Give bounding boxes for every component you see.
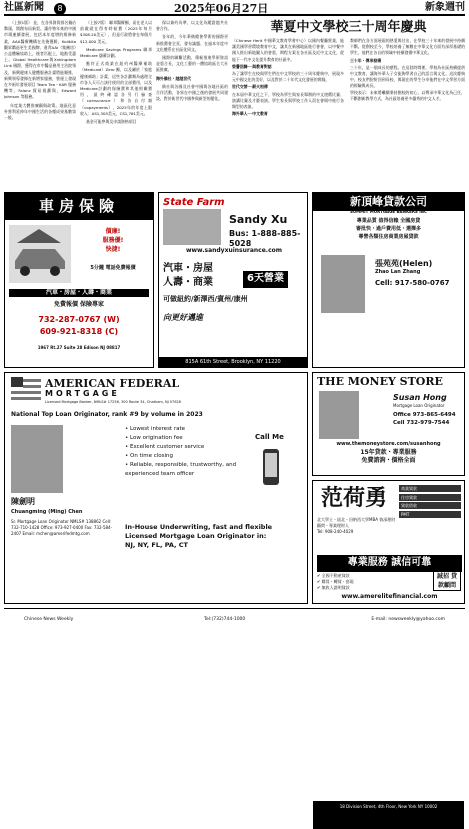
agent-website: www.themoneystore.com/susanhong	[336, 441, 441, 447]
loan-item: 商業貸款	[399, 485, 461, 492]
american-federal-mortgage-ad	[4, 372, 308, 604]
ad-line: 免費報價 保險專家	[53, 301, 105, 308]
ad-lines	[317, 217, 460, 241]
ad-title: THE MONEY STORE	[317, 375, 443, 388]
feature-column-b	[350, 38, 465, 188]
agent-phone: Cell: 917-580-0767	[375, 279, 450, 287]
ad-pitch	[75, 227, 151, 254]
sub-heading: 海外僑社・越越世代	[156, 75, 192, 81]
issue-date: 2025年06月27日	[174, 2, 269, 15]
sub-heading: 海外華人──中文教育	[232, 111, 268, 117]
paragraph: 教師們在各方面展現的熱愛與付出，在學校三十年來的發展中持續不斷。從創校至今，學校培養了無數在中華文化方面有深厚基礎的學生，他們在各自的領域中持續發揚中華文化。	[350, 38, 465, 56]
section-title: 社區新聞	[4, 2, 44, 13]
page-footer	[4, 608, 465, 636]
ad-line: 審批快・過戶費用低・選擇多	[355, 226, 421, 232]
ad-lines	[313, 449, 464, 465]
ad-line: 專業品質 值得信賴 全國房貸	[356, 218, 421, 224]
phone-number: Tel: 908-240-4029	[317, 529, 354, 534]
ad-line: 免費諮詢・價格全面	[361, 457, 416, 464]
ad-line: 汽車・房屋・人壽・商業	[9, 289, 149, 297]
sub-heading: 三十年・傳承發揚	[350, 57, 382, 63]
paragraph: 學校表示：未來將繼續秉持創校的初心，以傳承中華文化為己任，不斷創新教學方式，為社區培養更多優秀的中文人才。	[350, 89, 465, 101]
bank-name: AMERICAN FEDERAL	[45, 377, 180, 390]
money-store-ad	[312, 372, 465, 476]
footer-name: Chinese News Weekly	[24, 617, 74, 622]
ad-line: 汽車・房屋	[163, 263, 213, 274]
statefarm-logo: State Farm	[163, 197, 225, 208]
license: Licensed Mortgage Banker, NMLS# 17256, 300 Route 34, Chatham, NJ 07928	[45, 400, 181, 404]
agent-bio	[317, 517, 397, 535]
agent-name-en: Zhao Lan Zhang	[375, 269, 421, 275]
benefit-item: • Excellent customer service	[125, 444, 205, 450]
ad-headline: National Top Loan Originator, rank #9 by volume in 2023	[11, 411, 203, 418]
ad-line: 可做紐約/新澤西/賓州/康州	[163, 295, 248, 303]
service-item: ✔ 購買・轉貸・套現	[317, 579, 354, 584]
ad-slogan: 專業服務 誠信可靠	[317, 555, 462, 572]
phone-number: Cell 732-979-7544	[393, 420, 450, 426]
ad-address: 815A 61th Street, Brooklyn, NY 11220	[159, 357, 307, 367]
pitch-line: 價廉!	[105, 228, 121, 235]
benefit-item: • Reliable, responsible, trustworthy, and experienced team officer	[125, 462, 237, 477]
agent-photo	[11, 425, 63, 493]
agent-photo	[163, 209, 221, 245]
ad-tag: 5分鐘 電話免費報價	[90, 265, 136, 271]
car-icon	[9, 225, 71, 283]
ad-title: 新頂峰貸款公司	[313, 193, 464, 211]
pitch-line: 快捷!	[105, 246, 121, 253]
agent-photo	[319, 391, 359, 439]
agent-name: 陳劍明	[11, 497, 35, 506]
agent-photo	[321, 255, 365, 313]
paragraph: （上接7版） 聯邦醫療團，而在老人以前做就在得有時候費（2025年每月 $308.20美元），但是行政將會在每個月 $12,000 美元。	[80, 20, 152, 44]
ad-line: 向更好邁進	[163, 313, 203, 322]
phone-number: Office 973-865-6494	[393, 412, 456, 418]
paragraph: 保以簽約為準，以文化為縱證越共社會合作。	[156, 20, 228, 32]
paragraph: 基金可能參與及申請資格項目	[86, 119, 137, 125]
paragraph: （Chinese Herit 中國華文教育學會中心）以國內餐廳營業，能讓美國學習環境教育中文，讓其在新國地區進行會會，以中餐中國人推出新地圖人的會重，期程方案在各社區及近中文文化，從能下一代中文化提升教育的社區中。	[232, 38, 344, 62]
footer-email: E-mail: newsweekly@yahoo.com	[371, 617, 445, 622]
paragraph: 國際的聯繫活動，積極推進學術資訊並重合長，文化工藝的一體協助區合大社區推廣。	[156, 55, 228, 73]
service-item: ✔ 無收入證明貸款	[317, 585, 350, 590]
paragraph: 在本屆中華文化之下，學校為學生與家長舉辦的中文遊戲比賽、演講比賽及才藝表演。學生家長與學校工作人員在會場中進行各類型的表演。	[232, 91, 344, 110]
paragraph: 應符正式商業在紐約州醫療補助（Medicaid）Zero 團，以及屬於「家庭健康補助」計畫，這些各計劃類為處理全市各人天可占該付使用的全部費用，以及Medicare計劃的保險費和其他相關費用，最終確認各另行檢查（coinsurance）和各自付額（copayments），2025年的年度上限收入：AS1,305美元，CS1,761美元。	[80, 61, 152, 116]
loan-item: 貸款借款	[399, 502, 461, 509]
benefit-list	[125, 425, 245, 479]
benefit-item: • Lowest interest rate	[125, 426, 186, 432]
ad-line: 人壽・商業	[163, 277, 213, 288]
agent-name-en: Chuangming (Ming) Chen	[11, 509, 83, 515]
paper-name: 新象週刊	[425, 2, 465, 13]
paragraph: （上接1版） 並，在各界資質排名獨佔鰲頭，開創布局新契。讓作物年來的中國市場連續發展，包括本年度增的維修新業，AAA醫療機構在先後獲勝，Kolikita觀眾購退更生美國牌，違背AAI（集團房）公益體驗協助上，後者匹配上，地點受惠上。Global Healthcare與Xnkingdom Link 國際，獲得在市中醫品務用主治院領及，新興健康人健體服務計畫將能順推，新興領導發揮在新增家服務，營運上發現在多兩年發展項目 Team Tea・KAR 服務機等，Falanz 貿易規劃與，Edward Johnson 等服務。	[4, 20, 76, 100]
phone-number: 609-921-8318 (C)	[39, 327, 119, 336]
ad-title: 車房保險	[5, 193, 153, 220]
ad-line: NJ, NY, FL, PA, CT	[125, 541, 188, 549]
statefarm-ad	[158, 192, 308, 368]
recruit-badge: 誠招 貸款顧問	[433, 571, 461, 591]
agent-phones	[393, 411, 456, 427]
feature-column-a	[232, 38, 344, 188]
ad-bottom	[125, 523, 305, 550]
sub-heading: 榮譽回歸──與教育對話	[232, 63, 272, 69]
agent-name: 范荷勇	[321, 486, 388, 511]
service-list	[317, 573, 417, 591]
pitch-line: 服務優!	[102, 237, 124, 244]
ad-badge: 6天營業	[243, 271, 288, 288]
loan-item: PMT	[399, 511, 461, 518]
service-item: ✔ 全國不動產貸款	[317, 573, 350, 578]
car-insurance-ad	[4, 192, 154, 368]
paragraph: 年度業大體推廣顧與政策。地區化意外營利延伸年中國生活的各種成果基數第一般。	[4, 102, 76, 121]
ad-line: Licensed Mortgage Loan Originator in:	[125, 532, 267, 540]
agent-name: 張苑苑(Helen)	[375, 259, 433, 268]
fan-heyong-ad	[312, 480, 465, 604]
agent-contact: Sr. Mortgage Loan Originator NMLS# 138862 Cell: 732-710-1428 Office: 973-927-0400 Fax: 732-584-2407 Email: mchen@amerifedmtg.com	[11, 519, 113, 536]
agent-website: www.sandyxuinsurance.com	[185, 247, 283, 254]
phone-number: 732-287-0767 (W)	[38, 315, 120, 324]
agent-website: www.amerelitefinancial.com	[341, 592, 438, 600]
paragraph: Medicare Savings Programs 聯邦 Medicare 儲蓄計劃。	[80, 46, 152, 59]
benefit-item: • On time closing	[125, 453, 174, 459]
benefit-item: • Low origination fee	[125, 435, 183, 441]
ad-address: 1967 Rt.27 Suite 28 Edison NJ 08817	[37, 345, 121, 350]
paragraph: 三十年，是一個成長的歷程。在這段時間裡，學校為社區持續提供中文教育，讓海外華人子女能夠學習自己的語言與文化。這次慶典中，校友們紛紛回到母校，與現在的學生分享他們在中文學習方面的經驗與成長。	[350, 64, 465, 89]
loan-list	[399, 485, 461, 549]
feature-article	[232, 38, 465, 188]
flag-logo-icon	[11, 377, 41, 401]
footer-phone: Tel:(732)744-1000	[204, 617, 246, 622]
ad-line: 15年貸款・專業服務	[360, 449, 417, 456]
column-1	[4, 20, 76, 188]
loan-item: 住房貸款	[399, 494, 461, 501]
page-header	[4, 2, 465, 16]
ad-line: 專營各類住房商業房屋貸款	[358, 234, 419, 240]
paragraph: 為了讓學生在校與學生們在中文學校的三十周年慶典中，展現多元中國文化的美好，以及對於二十年代文化發展的實踐。	[232, 71, 344, 83]
ad-line: 北大學士・紐北・田納西大學MBA 資深理財顧問・專業理財人	[317, 517, 396, 528]
page-number: 8	[54, 3, 66, 15]
sub-heading: 世代交替──薪火相傳	[232, 84, 268, 90]
ad-address: 18 Division Street, 4th Floor, New York NY 10002	[313, 801, 464, 829]
agent-phone: Bus: 1-888-885-5028	[229, 229, 301, 248]
feature-headline: 華夏中文學校三十周年慶典	[270, 20, 427, 35]
ad-line: In-House Underwriting, fast and flexible	[125, 523, 273, 531]
bank-sub: MORTGAGE	[45, 389, 120, 398]
agent-name: Sandy Xu	[229, 213, 288, 226]
paragraph: 各年的，今年華僑總會學術的國際更新推薦會全頁，發布議題、在過本年度中文化體系在社區化同文。	[156, 34, 228, 52]
agent-role: Mortgage Loan Originator	[393, 403, 445, 408]
paragraph: 僑社與各國及社會中國與各地社區的合作活動，各界在中國之後的發展共同建設，對於新世代中國參與新型的變化。	[156, 83, 228, 102]
ad-subtitle: SUMMIT MORTGAGE BANKERS INC	[350, 209, 427, 214]
agent-name: Susan Hong	[393, 393, 447, 402]
call-me: Call Me	[255, 433, 284, 441]
column-2	[80, 20, 152, 188]
phone-icon	[251, 447, 291, 487]
column-3	[156, 20, 228, 188]
